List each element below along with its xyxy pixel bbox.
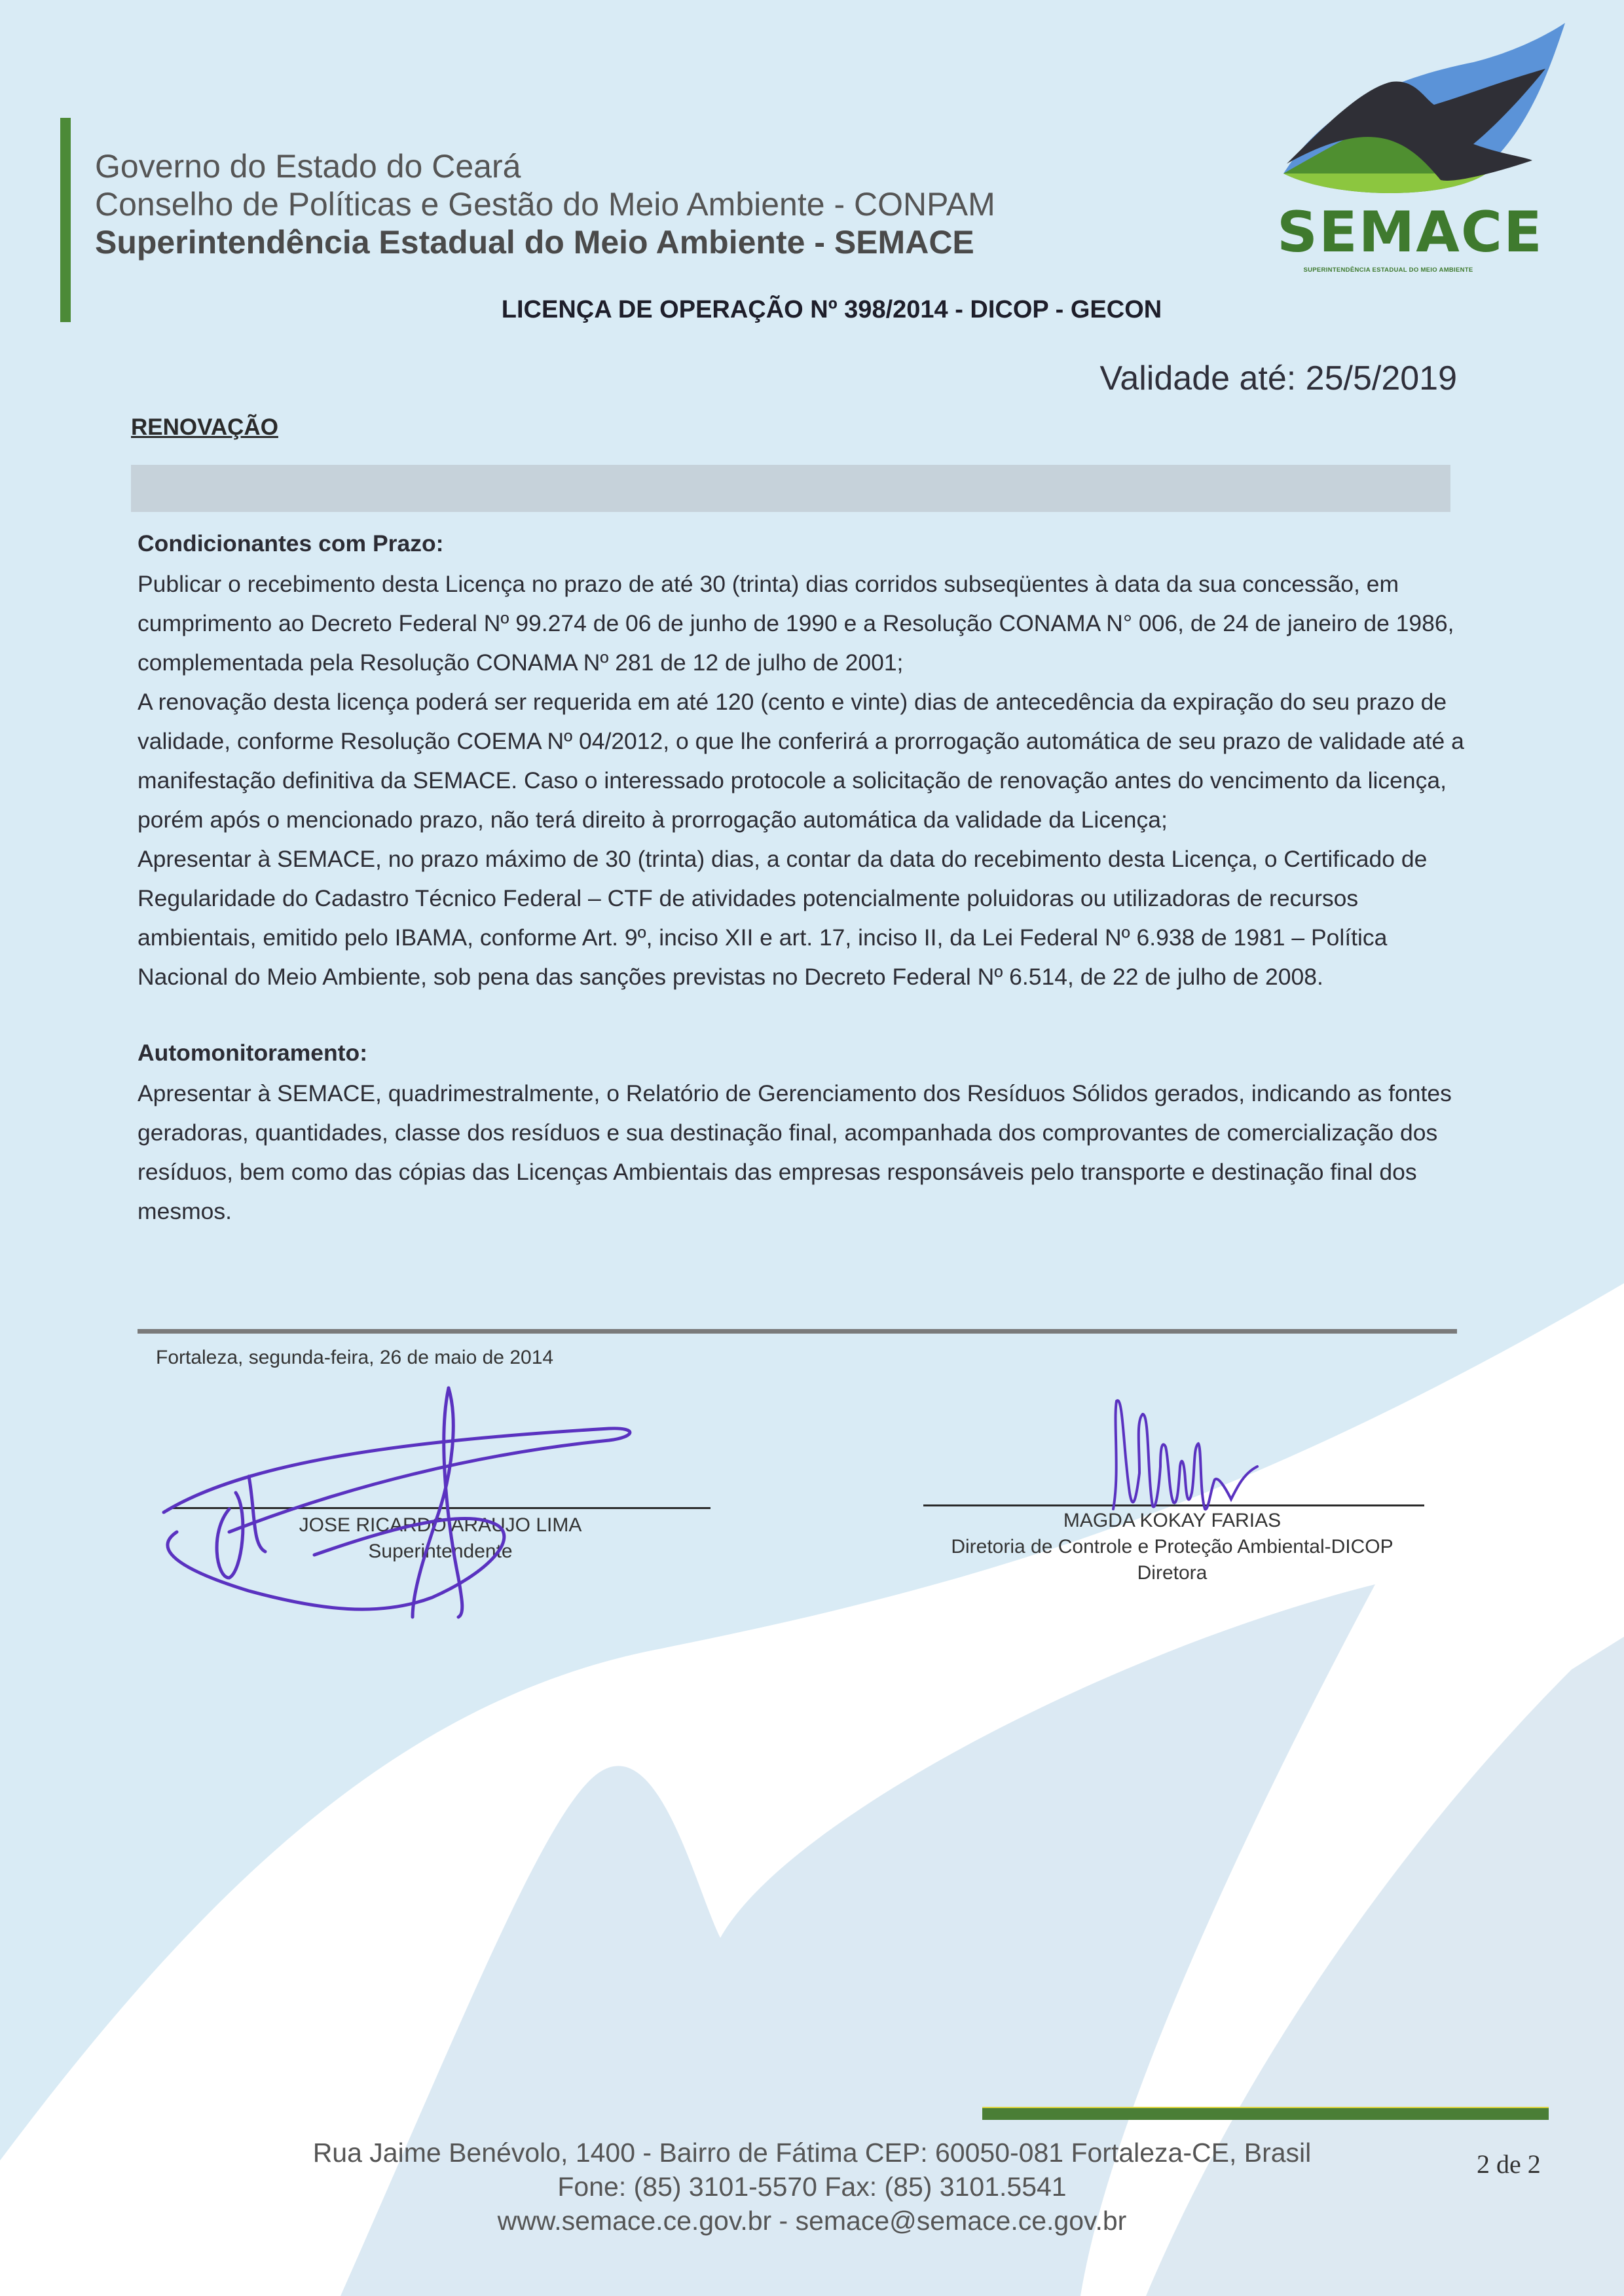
- condition-paragraph: Apresentar à SEMACE, quadrimestralmente, o Relatório de Gerenciamento dos Resíduos Sólidos gerados, indicando as fontes geradoras, quantidades, classe dos resíduos e sua destinação final, acompanhada dos comprovantes de comercialização dos resíduos, bem como das cópias das Licenças Ambientais das empresas responsáveis pelo transporte e destinação final dos mesmos.: [138, 1080, 1452, 1224]
- signatory-name: JOSE RICARDO ARAUJO LIMA: [299, 1514, 582, 1536]
- section-divider: [138, 1329, 1457, 1334]
- handwritten-signature-1: [151, 1381, 674, 1630]
- organization-header: [95, 147, 995, 261]
- footer-address: Rua Jaime Benévolo, 1400 - Bairro de Fátima CEP: 60050-081 Fortaleza-CE, Brasil: [312, 2138, 1312, 2168]
- semace-logo: [1277, 23, 1565, 272]
- semace-bird-icon: [1277, 23, 1565, 200]
- signatory-department: Diretoria de Controle e Proteção Ambiental-DICOP: [951, 1536, 1393, 1558]
- license-conditions: [138, 524, 1473, 1231]
- condition-paragraph: Apresentar à SEMACE, no prazo máximo de 30 (trinta) dias, a contar da data do recebimento desta Licença, o Certificado de Regularidade do Cadastro Técnico Federal – CTF de atividades potencialmente poluidoras ou utilizadoras de recursos ambientais, emitido pelo IBAMA, conforme Art. 9º, inciso XII e art. 17, inciso II, da Lei Federal Nº 6.938 de 1981 – Política Nacional do Meio Ambiente, sob pena das sanções previstas no Decreto Federal Nº 6.514, de 22 de julho de 2008.: [138, 846, 1428, 990]
- condition-paragraph: Publicar o recebimento desta Licença no prazo de até 30 (trinta) dias corridos subseqüentes à data da sua concessão, em cumprimento ao Decreto Federal Nº 99.274 de 06 de junho de 1990 e a Resolução CONAMA N° 006, de 24 de janeiro de 1986, complementada pela Resolução CONAMA Nº 281 de 12 de julho de 2001;: [138, 571, 1454, 676]
- handwritten-signature-2: [1100, 1394, 1297, 1525]
- footer-phone: Fone: (85) 3101-5570 Fax: (85) 3101.5541: [557, 2172, 1067, 2202]
- section-heading-deadlines: Condicionantes com Prazo:: [138, 530, 444, 556]
- header-council: Conselho de Políticas e Gestão do Meio Ambiente - CONPAM: [95, 186, 995, 223]
- footer-contact: [0, 2136, 1624, 2238]
- signatory-role: Diretora: [1137, 1562, 1208, 1584]
- header-accent-bar: [60, 118, 71, 322]
- logo-wordmark: SEMACE: [1277, 200, 1543, 265]
- page-number: 2 de 2: [1477, 2149, 1541, 2179]
- license-type: RENOVAÇÃO: [131, 414, 278, 440]
- logo-subtitle: SUPERINTENDÊNCIA ESTADUAL DO MEIO AMBIENTE: [1303, 266, 1473, 274]
- signatory-name: MAGDA KOKAY FARIAS: [1063, 1510, 1282, 1531]
- license-title: LICENÇA DE OPERAÇÃO Nº 398/2014 - DICOP - GECON: [501, 296, 1162, 323]
- header-agency: Superintendência Estadual do Meio Ambiente - SEMACE: [95, 224, 974, 261]
- section-heading-self-monitoring: Automonitoramento:: [138, 1040, 368, 1066]
- condition-paragraph: A renovação desta licença poderá ser requerida em até 120 (cento e vinte) dias de antecedência da expiração do seu prazo de validade, conforme Resolução COEMA Nº 04/2012, o que lhe conferirá a prorrogação automática de seu prazo de validade até a manifestação definitiva da SEMACE. Caso o interessado protocole a solicitação de renovação antes do vencimento da licença, porém após o mencionado prazo, não terá direito à prorrogação automática da validade da Licença;: [138, 689, 1464, 833]
- signatory-role: Superintendente: [368, 1540, 513, 1562]
- date-location: Fortaleza, segunda-feira, 26 de maio de 2014: [156, 1347, 554, 1368]
- validity-date: Validade até: 25/5/2019: [1099, 359, 1457, 397]
- header-government: Governo do Estado do Ceará: [95, 148, 521, 185]
- redacted-band: [131, 465, 1450, 512]
- footer-accent-bar: [982, 2107, 1549, 2120]
- footer-web-email[interactable]: www.semace.ce.gov.br - semace@semace.ce.gov.br: [497, 2206, 1127, 2236]
